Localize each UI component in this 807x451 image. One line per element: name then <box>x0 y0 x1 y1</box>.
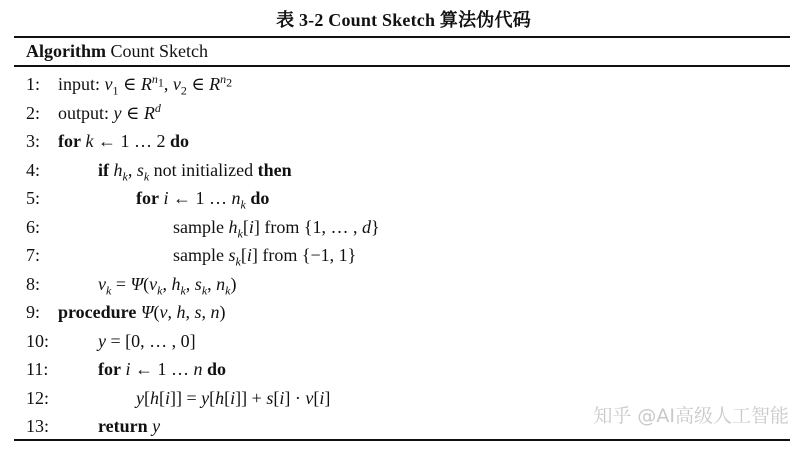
line-number: 11: <box>26 359 49 379</box>
line-code: procedure Ψ(v, h, s, n) <box>58 302 226 322</box>
line-code: $v_k = \Psi(v_k$, $h_k$, $s_k$, $n_k$) <box>98 273 237 298</box>
line-number: 12: <box>26 387 50 408</box>
line-number: 5: <box>26 188 41 208</box>
line-number: 6: <box>26 216 41 237</box>
line-code: output: y ∈ $R^d$ <box>58 100 161 123</box>
line-code: sample $s_k[i]$ from {−1, 1} <box>173 245 357 269</box>
line-number: 13: <box>26 416 50 436</box>
bottom-rule <box>14 439 790 441</box>
line-code: for i ← 1 … n do <box>98 359 227 379</box>
line-number: 10: <box>26 330 50 351</box>
line-code: return y <box>98 416 161 436</box>
line-code: for i ← 1 … $n_k$ do <box>136 188 270 212</box>
line-code: y[h[i]] = y[h[i]] + s[i] · v[i] <box>136 387 331 408</box>
header-rule <box>14 65 790 67</box>
top-rule <box>14 36 790 38</box>
line-code: for k ← 1 … 2 do <box>58 131 189 151</box>
line-number: 9: <box>26 302 41 322</box>
line-code: input: $v_1$ ∈ $R^{n_1}$, $v_2$ ∈ $R^{n_2}$ <box>58 72 233 98</box>
algorithm-name: Count Sketch <box>110 41 208 61</box>
line-number: 2: <box>26 102 41 123</box>
line-number: 7: <box>26 245 41 265</box>
watermark: 知乎 @AI高级人工智能 <box>593 405 789 427</box>
line-number: 8: <box>26 273 41 294</box>
algorithm-keyword: Algorithm <box>26 41 106 61</box>
line-code: y = [0, … , 0] <box>98 330 196 351</box>
algorithm-header <box>26 41 208 62</box>
line-number: 4: <box>26 159 41 180</box>
line-code: if $h_k$, $s_k$ not initialized then <box>98 159 292 184</box>
line-code: sample $h_k[i]$ from {1, … , d} <box>173 216 380 241</box>
line-number: 3: <box>26 131 41 151</box>
table-caption: 表 3-2 Count Sketch 算法伪代码 <box>276 10 531 30</box>
line-number: 1: <box>26 74 41 94</box>
